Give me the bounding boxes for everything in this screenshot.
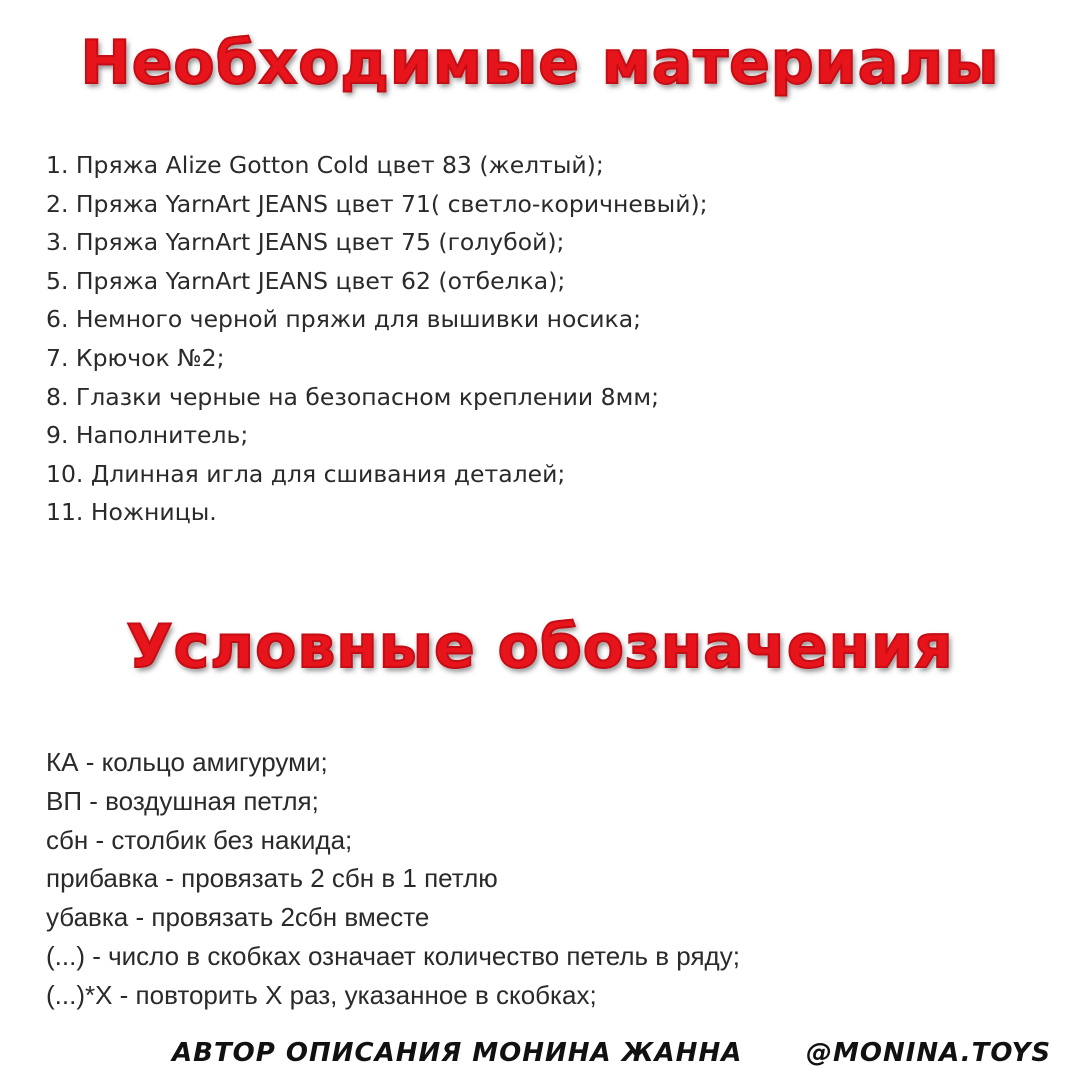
list-item: (...) - число в скобках означает количество петель в ряду; [46,940,740,971]
list-item: КА - кольцо амигуруми; [46,747,328,777]
footer-author: АВТОР ОПИСАНИЯ МОНИНА ЖАННА [172,1038,743,1068]
list-item: 11. Ножницы. [46,498,217,527]
list-item: 6. Немного черной пряжи для вышивки носика; [46,305,642,334]
footer-handle: @MONINA.TOYS [806,1038,1052,1068]
list-item: 7. Крючок №2; [46,343,225,372]
list-item: 9. Наполнитель; [46,421,249,450]
materials-list [46,146,708,532]
list-item: прибавка - провязать 2 сбн в 1 петлю [46,863,498,894]
list-item: 3. Пряжа YarnArt JEANS цвет 75 (голубой); [46,228,565,257]
materials-title: Необходимые материалы [80,28,1000,98]
list-item: 1. Пряжа Alize Gotton Cold цвет 83 (желтый); [46,151,604,179]
list-item: (...)*Х - повторить Х раз, указанное в скобках; [46,979,597,1010]
list-item: ВП - воздушная петля; [46,785,319,816]
legend-list [46,743,740,1015]
list-item: убавка - провязать 2сбн вместе [46,902,430,933]
list-item: 8. Глазки черные на безопасном креплении 8мм; [46,382,659,411]
list-item: 5. Пряжа YarnArt JEANS цвет 62 (отбелка); [46,266,566,295]
list-item: 2. Пряжа YarnArt JEANS цвет 71( светло-коричневый); [46,189,708,218]
legend-title: Условные обозначения [126,612,954,682]
list-item: 10. Длинная игла для сшивания деталей; [46,459,566,488]
list-item: сбн - столбик без накида; [46,824,353,855]
